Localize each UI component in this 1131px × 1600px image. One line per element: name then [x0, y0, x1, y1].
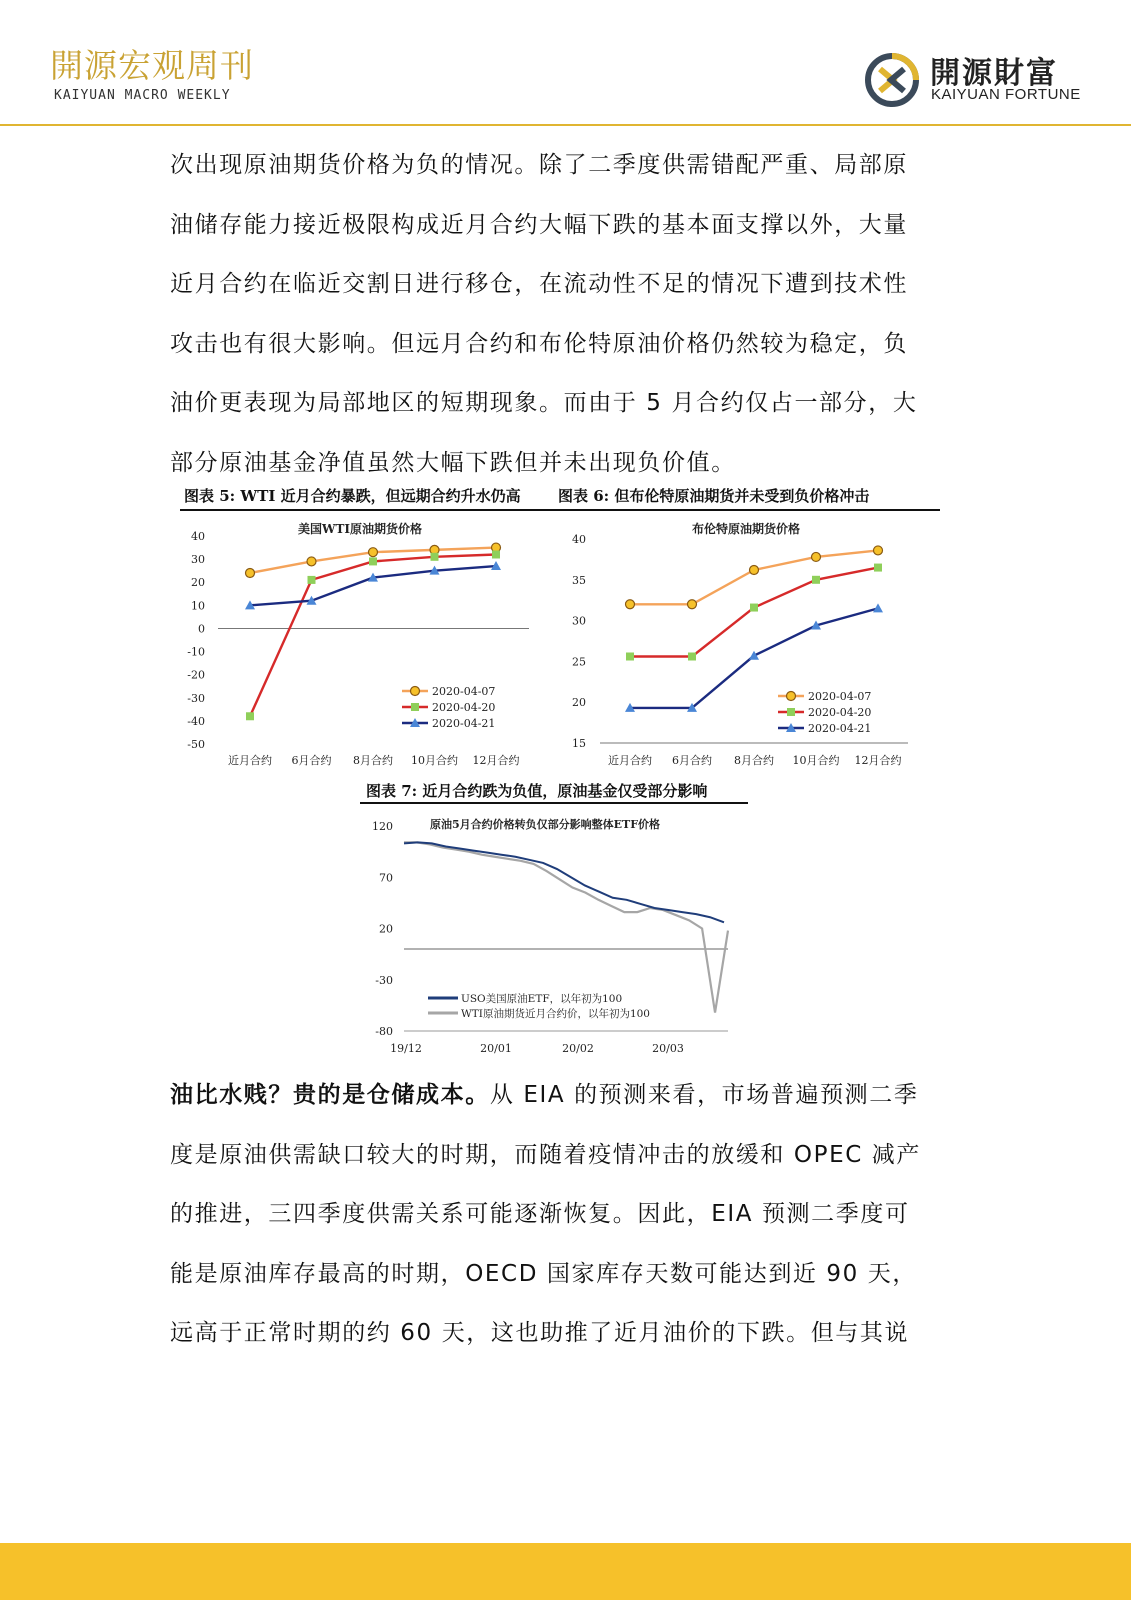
- y-tick-label: -30: [187, 691, 205, 705]
- etf-price-chart: [360, 806, 750, 1064]
- caption-underline: [180, 509, 940, 511]
- series-line: [250, 566, 496, 605]
- x-tick-label: 20/01: [480, 1042, 512, 1055]
- data-point: [874, 564, 882, 572]
- paragraph-1: [170, 136, 960, 493]
- text-line: 远高于正常时期的约 60 天，这也助推了近月油价的下跌。但与其说: [170, 1320, 910, 1346]
- x-tick-label: 6月合约: [291, 754, 332, 767]
- data-point: [431, 553, 439, 561]
- brand-name-cn: 開源財富: [930, 56, 1058, 91]
- text-line: 攻击也有很大影响。但远月合约和布伦特原油价格仍然较为稳定，负: [170, 330, 908, 357]
- data-point: [246, 712, 254, 720]
- header-divider: [0, 124, 1131, 126]
- legend-label: 2020-04-21: [432, 717, 496, 730]
- brent-futures-chart: [556, 515, 940, 775]
- x-tick-label: 20/03: [652, 1042, 684, 1055]
- text-line: 部分原油基金净值虽然大幅下跌但并未出现负价值。: [170, 449, 736, 476]
- publication-subtitle: KAIYUAN MACRO WEEKLY: [54, 88, 231, 103]
- text-line: 能是原油库存最高的时期，OECD 国家库存天数可能达到近 90 天，: [170, 1260, 918, 1287]
- legend-label: 2020-04-07: [808, 690, 872, 703]
- text-line: 近月合约在临近交割日进行移仓，在流动性不足的情况下遭到技术性: [170, 271, 908, 297]
- data-point: [369, 548, 378, 557]
- x-tick-label: 8月合约: [353, 754, 393, 767]
- x-tick-label: 8月合约: [734, 754, 774, 767]
- caption-underline: [360, 802, 748, 804]
- text-line: 的推进，三四季度供需关系可能逐渐恢复。因此，EIA 预测二季度可: [170, 1201, 910, 1227]
- x-tick-label: 10月合约: [792, 754, 840, 767]
- data-point: [812, 576, 820, 584]
- chart-title: 原油5月合约价格转负仅部分影响整体ETF价格: [430, 818, 661, 831]
- y-tick-label: -50: [187, 738, 205, 751]
- x-tick-label: 近月合约: [228, 754, 272, 767]
- y-tick-label: 20: [191, 576, 205, 590]
- data-point: [874, 546, 883, 555]
- figure-7-caption: 图表 7: 近月合约跌为负值，原油基金仅受部分影响: [366, 782, 708, 800]
- data-point: [246, 568, 255, 577]
- series-line: [630, 568, 878, 657]
- brand-logo-icon: [864, 52, 920, 108]
- chart-title: 布伦特原油期货价格: [691, 522, 801, 536]
- data-point: [307, 557, 316, 566]
- x-tick-label: 6月合约: [672, 754, 712, 767]
- wti-futures-chart: [180, 515, 550, 775]
- y-tick-label: 30: [191, 553, 205, 567]
- y-tick-label: 120: [372, 820, 393, 833]
- legend-label: USO美国原油ETF，以年初为100: [461, 993, 623, 1005]
- y-tick-label: -40: [187, 714, 205, 728]
- data-point: [411, 703, 419, 711]
- legend-label: 2020-04-20: [808, 706, 872, 719]
- y-tick-label: -80: [375, 1025, 393, 1038]
- data-point: [750, 566, 759, 575]
- footer-band: [0, 1543, 1131, 1600]
- y-tick-label: -20: [187, 668, 205, 682]
- text-line: 油储存能力接近极限构成近月合约大幅下跌的基本面支撑以外，大量: [170, 211, 908, 238]
- data-point: [492, 550, 500, 558]
- series-line: [404, 842, 728, 1012]
- data-point: [411, 687, 420, 696]
- paragraph-2: [170, 1066, 960, 1364]
- x-tick-label: 19/12: [390, 1042, 422, 1055]
- y-tick-label: 20: [572, 696, 586, 710]
- y-tick-label: 0: [198, 622, 205, 636]
- legend-label: 2020-04-21: [808, 722, 872, 735]
- brand-name-en: KAIYUAN FORTUNE: [931, 86, 1081, 103]
- y-tick-label: 10: [191, 599, 205, 613]
- figure-5-caption: 图表 5: WTI 近月合约暴跌，但远期合约升水仍高: [184, 487, 521, 505]
- y-tick-label: -10: [187, 645, 205, 659]
- data-point: [688, 600, 697, 609]
- legend-label: 2020-04-20: [432, 701, 496, 714]
- x-tick-label: 12月合约: [854, 754, 902, 767]
- y-tick-label: 20: [379, 922, 393, 936]
- x-tick-label: 20/02: [562, 1042, 594, 1055]
- text-line: 度是原油供需缺口较大的时期，而随着疫情冲击的放缓和 OPEC 减产: [170, 1141, 921, 1168]
- text-line: 油价更表现为局部地区的短期现象。而由于 5 月合约仅占一部分，大: [170, 390, 918, 416]
- x-tick-label: 10月合约: [411, 754, 458, 767]
- data-point: [750, 604, 758, 612]
- y-tick-label: 15: [572, 737, 586, 750]
- data-point: [308, 576, 316, 584]
- data-point: [626, 600, 635, 609]
- data-point: [626, 653, 634, 661]
- legend-label: WTI原油期货近月合约价，以年初为100: [461, 1008, 650, 1020]
- y-tick-label: 30: [572, 614, 586, 628]
- y-tick-label: 40: [572, 533, 586, 546]
- x-tick-label: 12月合约: [472, 754, 520, 767]
- y-tick-label: 25: [572, 655, 586, 669]
- data-point: [812, 552, 821, 561]
- data-point: [787, 708, 795, 716]
- y-tick-label: 35: [572, 573, 586, 587]
- data-point: [873, 603, 883, 612]
- figure-6-caption: 图表 6: 但布伦特原油期货并未受到负价格冲击: [558, 487, 870, 505]
- publication-title: 開源宏观周刊: [50, 46, 254, 85]
- series-line: [630, 550, 878, 604]
- y-tick-label: 70: [379, 871, 393, 885]
- y-tick-label: -30: [375, 973, 393, 987]
- y-tick-label: 40: [191, 530, 205, 543]
- data-point: [688, 653, 696, 661]
- chart-title: 美国WTI原油期货价格: [297, 522, 423, 536]
- data-point: [787, 692, 796, 701]
- legend-label: 2020-04-07: [432, 685, 496, 698]
- paragraph-lead: 油比水贱？贵的是仓储成本。: [170, 1082, 490, 1108]
- text-line: 次出现原油期货价格为负的情况。除了二季度供需错配严重、局部原: [170, 152, 908, 178]
- text-line: 油比水贱？贵的是仓储成本。从 EIA 的预测来看，市场普遍预测二季: [170, 1082, 919, 1108]
- data-point: [369, 557, 377, 565]
- x-tick-label: 近月合约: [608, 754, 652, 767]
